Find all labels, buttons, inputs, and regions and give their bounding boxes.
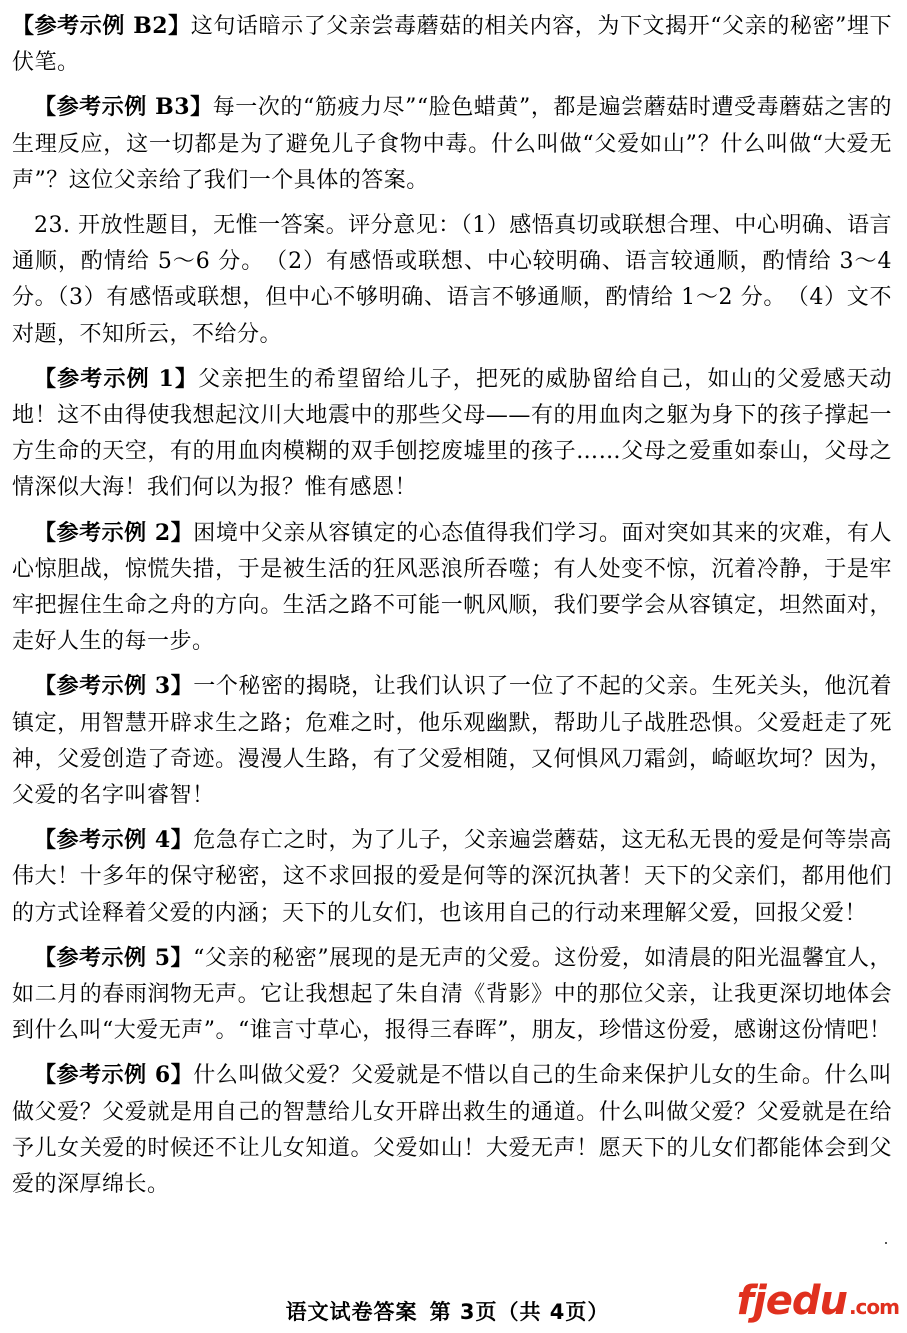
paragraph-text: 危急存亡之时，为了儿子，父亲遍尝蘑菇，这无私无畏的爱是何等崇高伟大！十多年的保守秘密，这不求回报的爱是何等的深沉执著！天下的父亲们，都用他们的方式诠释着父爱的内涵；天下的儿女们，也该用自己的行动来理解父爱，回报父爱！ [12,828,892,926]
example-label: 【参考示例 B3】 [34,94,213,121]
footer-title: 语文试卷答案 [285,1300,418,1324]
paragraph-text: 父亲把生的希望留给儿子，把死的威胁留给自己，如山的父爱感天动地！这不由得使我想起汶川大地震中的那些父母——有的用血肉之躯为身下的孩子撑起一方生命的天空，有的用血肉模糊的双手刨挖废墟里的孩子……父母之爱重如泰山，父母之情深似大海！我们何以为报？惟有感恩！ [12,366,892,501]
paragraph-text: 23. 开放性题目，无惟一答案。评分意见：（1）感悟真切或联想合理、中心明确、语言通顺，酌情给 5～6 分。 （2）有感悟或联想、中心较明确、语言较通顺，酌情给 3～4 分。（3）有感悟或联想，但中心不够明确、语言不够通顺，酌情给 1～2 分。 （4）文不对题，不知所云，不给分。 [12,213,892,347]
scoring-paragraph [12,207,892,353]
answer-content [12,8,892,1211]
example-label: 【参考示例 4】 [34,827,194,854]
answer-paragraph [12,515,892,661]
answer-paragraph [12,822,892,932]
example-label: 【参考示例 6】 [34,1062,194,1089]
watermark-suffix: .com [848,1295,899,1319]
example-label: 【参考示例 3】 [34,673,194,700]
paragraph-text: 这句话暗示了父亲尝毒蘑菇的相关内容，为下文揭开“父亲的秘密”埋下伏笔。 [12,14,893,76]
answer-paragraph [12,89,892,199]
paragraph-text: 一个秘密的揭晓，让我们认识了一位了不起的父亲。生死关头，他沉着镇定，用智慧开辟求生之路；危难之时，他乐观幽默，帮助儿子战胜恐惧。父爱赶走了死神，父爱创造了奇迹。漫漫人生路，有了父爱相随，又何惧风刀霜剑，崎岖坎坷？因为，父爱的名字叫睿智！ [12,674,892,809]
example-label: 【参考示例 1】 [34,365,199,392]
answer-paragraph [12,8,892,81]
footer-page-number: 第 3页（共 4页） [429,1300,610,1324]
example-label: 【参考示例 B2】 [12,13,191,39]
paragraph-text: 困境中父亲从容镇定的心态值得我们学习。面对突如其来的灾难，有人心惊胆战，惊慌失措，于是被生活的狂风恶浪所吞噬；有人处变不惊，沉着冷静，于是牢牢把握住生命之舟的方向。生活之路不可能一帆风顺，我们要学会从容镇定，坦然面对，走好人生的每一步。 [12,520,892,655]
brand-watermark-logo [737,1278,899,1324]
answer-paragraph [12,668,892,814]
example-label: 【参考示例 2】 [34,519,194,546]
paragraph-text: 每一次的“筋疲力尽”“脸色蜡黄”，都是遍尝蘑菇时遭受毒蘑菇之害的生理反应，这一切都是为了避免儿子食物中毒。什么叫做“父爱如山”？什么叫做“大爱无声”？这位父亲给了我们一个具体的答案。 [12,95,892,193]
paragraph-text: “父亲的秘密”展现的是无声的父爱。这份爱，如清晨的阳光温馨宜人，如二月的春雨润物无声。它让我想起了朱自清《背影》中的那位父亲，让我更深切地体会到什么叫“大爱无声”。“谁言寸草心，报得三春晖”，朋友，珍惜这份爱，感谢这份情吧！ [12,945,892,1044]
answer-paragraph [12,361,892,507]
answer-paragraph [12,940,892,1050]
paragraph-text: 什么叫做父爱？父爱就是不惜以自己的生命来保护儿女的生命。什么叫做父爱？父爱就是用自己的智慧给儿女开辟出救生的通道。什么叫做父爱？父爱就是在给予儿女关爱的时候还不让儿女知道。父爱如山！大爱无声！愿天下的儿女们都能体会到父爱的深厚绵长。 [12,1063,892,1198]
watermark-brand: fjedu [736,1278,847,1324]
answer-paragraph [12,1057,892,1203]
example-label: 【参考示例 5】 [34,944,194,971]
scan-speck [885,1242,887,1244]
